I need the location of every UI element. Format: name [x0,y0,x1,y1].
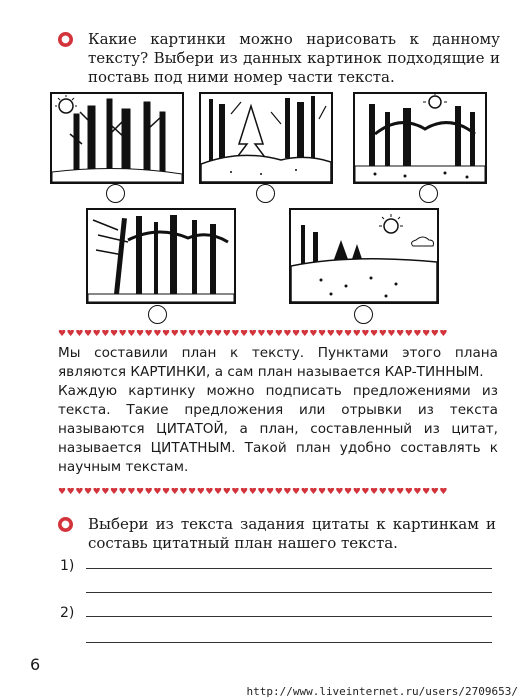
heart-divider-top: ♥♥♥♥♥♥♥♥♥♥♥♥♥♥♥♥♥♥♥♥♥♥♥♥♥♥♥♥♥♥♥♥♥♥♥♥♥♥♥♥♥♥♥♥♥ [58,330,449,338]
answer-line-1b[interactable] [86,592,492,593]
answer-line-2b[interactable] [86,642,492,643]
answer-line-2a[interactable] [86,616,492,617]
task-2-text: Выбери из текста задания цитаты к картинкам и составь цитатный план нашего текста. [88,515,496,552]
forest-sun-picture [50,92,184,184]
info-paragraph-2: Каждую картинку можно подписать предложениями из текста. Такие предложения или отрывки из текста называются ЦИТАТОЙ, а план, составленный из цитат, называется ЦИТАТНЫМ. Такой план удобно составлять к научным текстам. [58,383,498,475]
watermark-url: http://www.liveinternet.ru/users/2709653/ [246,685,518,698]
info-block [58,344,498,477]
answer-circle-3[interactable] [419,184,438,203]
task-marker-icon: ● [58,32,73,47]
page-number: 6 [30,655,41,674]
answer-line-1a[interactable] [86,568,492,569]
answer-circle-4[interactable] [148,305,167,324]
task-1-text: Какие картинки можно нарисовать к данному тексту? Выбери из данных картинок подходящие и поставь под ними номер части текста. [88,30,500,86]
answer-circle-1[interactable] [106,184,125,203]
heart-divider-bottom: ♥♥♥♥♥♥♥♥♥♥♥♥♥♥♥♥♥♥♥♥♥♥♥♥♥♥♥♥♥♥♥♥♥♥♥♥♥♥♥♥♥♥♥♥♥ [58,488,449,496]
answer-circle-5[interactable] [354,305,373,324]
task-marker-icon: ● [58,517,73,532]
windy-forest-picture [86,208,236,304]
answer-circle-2[interactable] [256,184,275,203]
info-paragraph-1: Мы составили план к тексту. Пунктами этого плана являются КАРТИНКИ, а сам план называется КАР-ТИННЫМ. [58,345,498,380]
meadow-sun-picture [289,208,439,304]
answer-label-2: 2) [60,605,75,621]
sunny-forest-picture [353,92,487,184]
answer-label-1: 1) [60,558,75,574]
fir-tree-hill-picture [199,92,333,184]
